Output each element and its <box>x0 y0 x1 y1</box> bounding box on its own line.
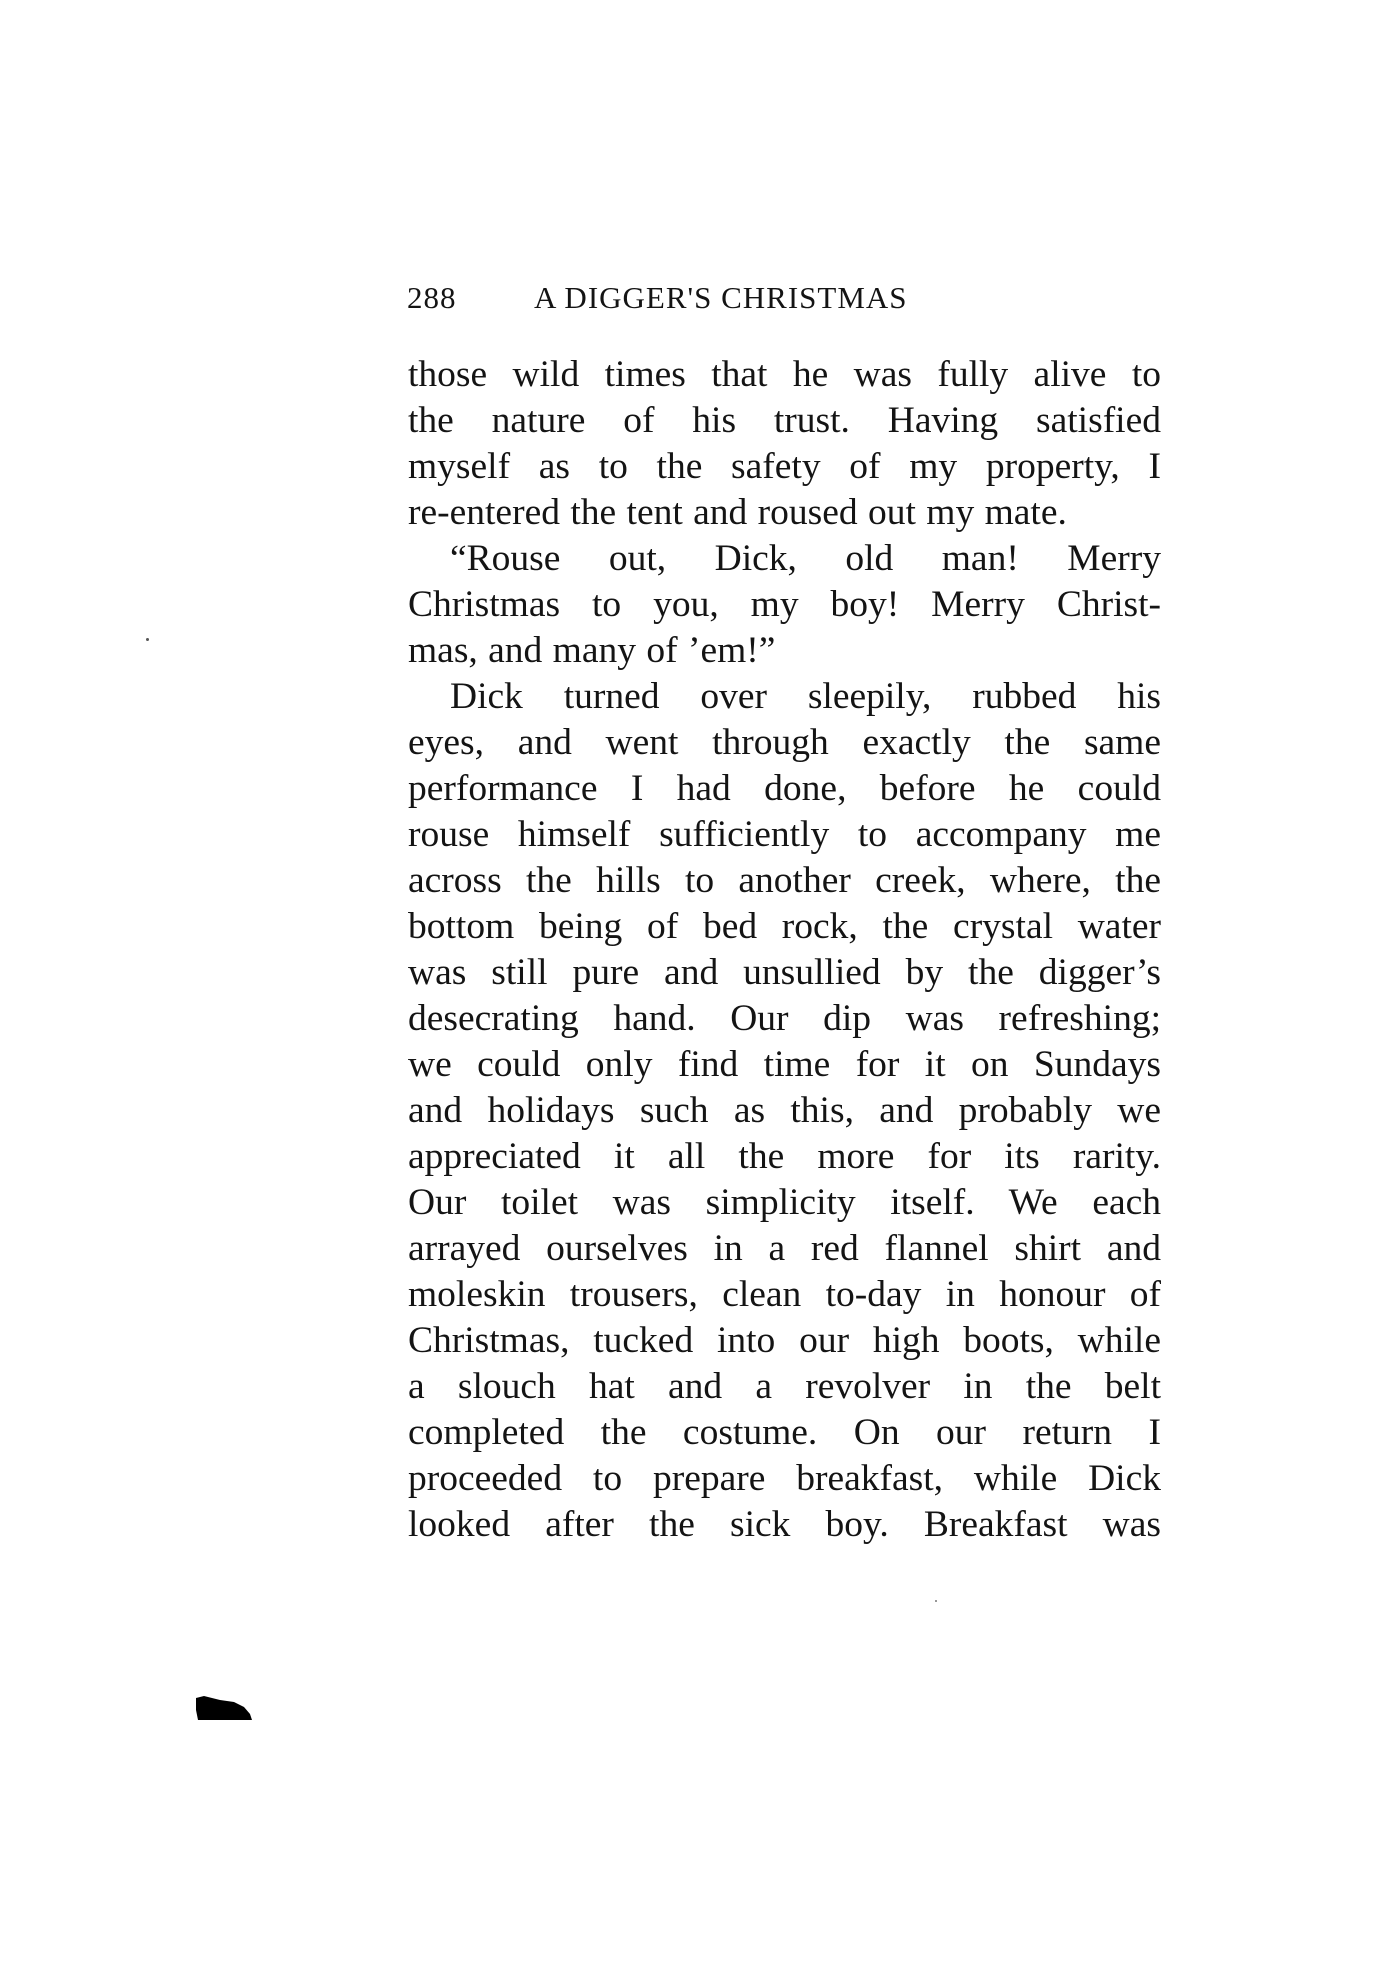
text-line: looked after the sick boy. Breakfast was <box>408 1504 1161 1545</box>
ink-blot <box>194 1692 254 1722</box>
chapter-title: A DIGGER'S CHRISTMAS <box>534 280 908 315</box>
text-line: the nature of his trust. Having satisfied <box>408 400 1161 441</box>
text-line: completed the costume. On our return I <box>408 1412 1161 1453</box>
text-line: Dick turned over sleepily, rubbed his <box>450 676 1161 717</box>
text-line: Our toilet was simplicity itself. We each <box>408 1182 1161 1223</box>
text-line: mas, and many of ’em!” <box>408 630 776 671</box>
text-line: desecrating hand. Our dip was refreshing; <box>408 998 1161 1039</box>
text-line: proceeded to prepare breakfast, while Dick <box>408 1458 1161 1499</box>
text-line: a slouch hat and a revolver in the belt <box>408 1366 1161 1407</box>
running-head <box>407 273 1167 323</box>
text-line: rouse himself sufficiently to accompany me <box>408 814 1161 855</box>
text-line: moleskin trousers, clean to-day in honour of <box>408 1274 1161 1315</box>
text-line: Christmas, tucked into our high boots, while <box>408 1320 1161 1361</box>
text-line: eyes, and went through exactly the same <box>408 722 1161 763</box>
paper-speck <box>935 1600 937 1602</box>
text-line: “Rouse out, Dick, old man! Merry <box>450 538 1161 579</box>
text-line: we could only find time for it on Sundays <box>408 1044 1161 1085</box>
text-line: performance I had done, before he could <box>408 768 1161 809</box>
text-line: bottom being of bed rock, the crystal water <box>408 906 1161 947</box>
text-line: appreciated it all the more for its rarity. <box>408 1136 1161 1177</box>
body-text <box>408 352 1161 1548</box>
paper-speck <box>146 638 149 641</box>
text-line: and holidays such as this, and probably we <box>408 1090 1161 1131</box>
text-line: Christmas to you, my boy! Merry Christ- <box>408 584 1161 625</box>
text-line: myself as to the safety of my property, I <box>408 446 1161 487</box>
page-number: 288 <box>407 280 457 315</box>
text-line: those wild times that he was fully alive to <box>408 354 1161 395</box>
text-line: was still pure and unsullied by the digger’s <box>408 952 1161 993</box>
text-line: arrayed ourselves in a red flannel shirt and <box>408 1228 1161 1269</box>
text-line: re-entered the tent and roused out my mate. <box>408 492 1067 533</box>
text-line: across the hills to another creek, where, the <box>408 860 1161 901</box>
